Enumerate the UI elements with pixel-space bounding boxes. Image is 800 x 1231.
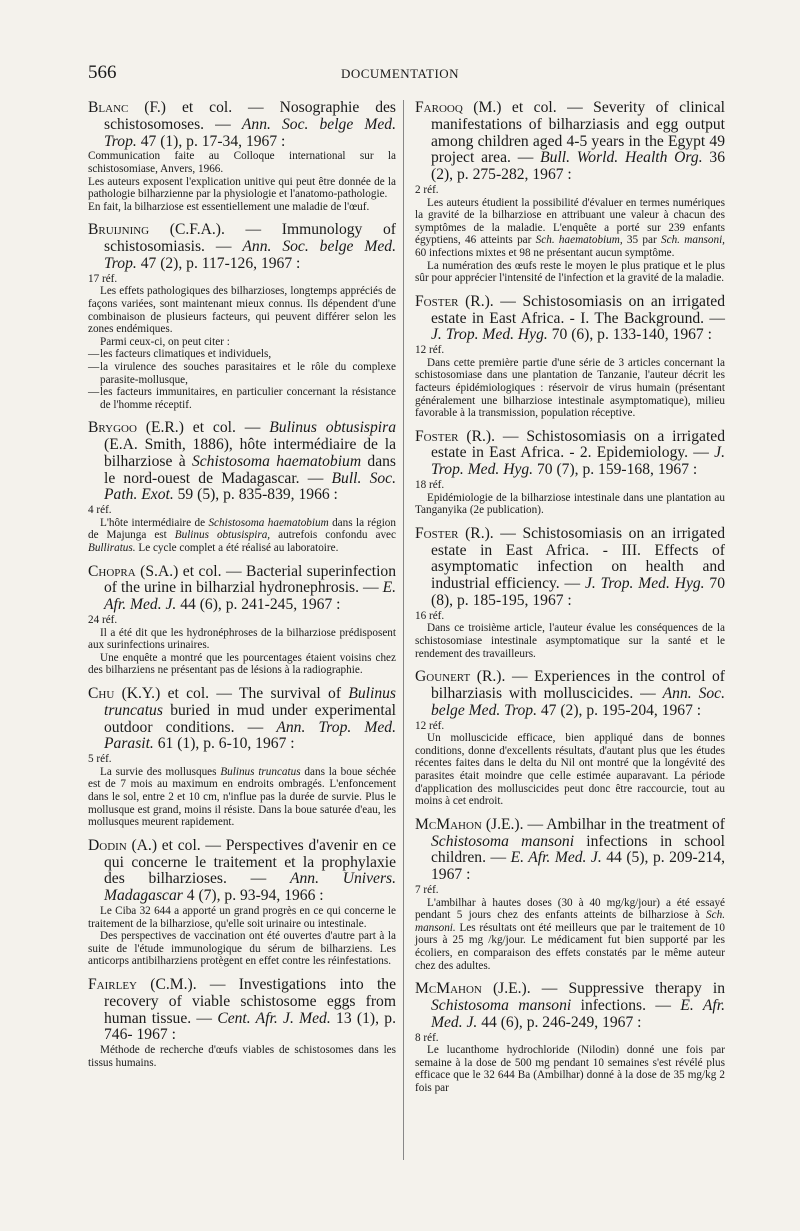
abstract-paragraph: Parmi ceux-ci, on peut citer : (100, 335, 230, 348)
entry-heading (415, 817, 725, 884)
entry-title: — Experiences in the control of bilharziasis with molluscicides. — (431, 668, 725, 703)
entry-refs: 12 réf. (415, 719, 445, 732)
entry-citation: 70 (6), p. 133-140, 1967 : (547, 326, 712, 344)
page-number: 566 (88, 62, 117, 83)
entry-journal: Ann. Soc. belge Med. Trop. (104, 238, 396, 272)
entry-journal: J. Trop. Med. Hyg. (431, 444, 725, 479)
abstract-paragraph: Le lucanthome hydrochloride (Nilodin) donné une fois par semaine à la dose de 500 mg pendant 10 semaines s'est révélé plus efficace que le 32 644 Ba (Ambilhar) donné à la dose de 35 mg/kg 2 fois par (415, 1044, 725, 1094)
abstract-paragraph: La numération des œufs reste le moyen le plus pratique et le plus sûr pour apprécier l'intensité de l'infection et la gravité de la maladie. (415, 259, 725, 285)
abstract-paragraph: Les auteurs étudient la possibilité d'évaluer en termes numériques la gravité de la bilharziose en attribuant une valeur à chacun des symptômes de la maladie. L'enquête a porté sur 239 enfants égyptiens, 46 atteints par Sch. haematobium, 35 par Sch. mansoni, 60 infections mixtes et 98 ne présentant aucun symptôme. (415, 196, 725, 259)
bibliography-entry (415, 669, 725, 808)
entry-title: et col. — The survival of (160, 685, 349, 702)
entry-abstract (415, 610, 725, 660)
abstract-paragraph: Les effets pathologiques des bilharzioses, longtemps appréciés de façons variées, sont maintenant mieux connus. Ils dépendent d'une combinaison de plusieurs facteurs, qui peuvent différer selon les zones endémiques. (88, 285, 396, 336)
entry-title-italic: Bulinus truncatus (104, 685, 396, 719)
entry-title: — Ambilhar in the treatment of (523, 815, 726, 833)
entry-title: et col. — Perspectives d'avenir en ce qui concerne le traitement et la prophylaxie des bilharzioses. — (104, 836, 396, 888)
entry-title-italic: Schistosoma mansoni (431, 832, 575, 850)
abstract-paragraph: Communication faite au Colloque international sur la schistosomiase, Anvers, 1966. (88, 150, 396, 175)
bibliography-entry (88, 420, 396, 554)
entry-abstract (88, 753, 396, 829)
bibliography-entry (88, 100, 396, 213)
abstract-paragraph: L'ambilhar à hautes doses (30 à 40 mg/kg/jour) a été essayé pendant 5 jours chez des enfants atteints de bilharziose à Sch. mansoni. Les résultats ont été meilleurs que par le traitement de 10 jours à 25 mg /kg/jour. Le médicament fut bien supporté par les écoliers, en comparaison des effets constatés par le même auteur chez des adultes. (415, 896, 725, 972)
entry-journal: J. Trop. Med. Hyg. (431, 326, 548, 344)
entry-citation: 70 (8), p. 185-195, 1967 : (431, 575, 726, 610)
entry-title-italic: Bulinus obtusispira (269, 419, 396, 437)
abstract-paragraph: Dans cette première partie d'une série de 3 articles concernant la schistosomiase dans une plantation de Tanzanie, l'auteur décrit les facteurs épidémiologiques : réservoir de virus humain (présentant généralement une bilharziose intestinale asymptomatique), milieu favorable à la transmission, population réceptive. (415, 356, 725, 420)
entry-heading (88, 686, 396, 753)
left-column (88, 100, 396, 1078)
bibliography-entry (88, 564, 396, 677)
entry-citation: 70 (7), p. 159-168, 1967 : (533, 461, 698, 479)
entry-title: (E.A. Smith, 1886), hôte intermédiaire de la bilharziose à (104, 436, 396, 470)
entry-heading (88, 100, 396, 150)
entry-heading (415, 100, 725, 184)
entry-citation: 44 (5), p. 209-214, 1967 : (431, 849, 726, 884)
abstract-paragraph: Les auteurs exposent l'explication unitive qui peut être donnée de la pathologie bilharzienne par la physiologie et l'anatomo-pathologie. (88, 175, 396, 201)
entry-abstract (88, 614, 396, 677)
entry-author: Brygoo (E.R.) (88, 419, 184, 437)
entry-citation: 59 (5), p. 835-839, 1966 : (173, 486, 338, 504)
bibliography-entry (88, 977, 396, 1069)
entry-author: Bruijning (C.F.A.). (88, 221, 225, 239)
entry-heading (415, 526, 725, 610)
entry-title-italic: Schistosoma mansoni (431, 996, 572, 1014)
entry-citation: 4 (7), p. 93-94, 1966 : (182, 887, 324, 905)
entry-citation: 36 (2), p. 275-282, 1967 : (431, 149, 725, 184)
entry-abstract (88, 504, 396, 554)
entry-refs: 2 réf. (415, 183, 439, 196)
entry-refs: 17 réf. (88, 272, 118, 285)
entry-citation: 44 (6), p. 246-249, 1967 : (477, 1013, 642, 1031)
entry-title: buried in mud under experimental outdoor conditions. — (104, 701, 396, 736)
entry-title-italic: Schistosoma haematobium (191, 452, 362, 470)
entry-abstract (415, 884, 725, 972)
entry-heading (88, 222, 396, 272)
entry-heading (415, 981, 725, 1031)
entry-abstract (88, 1044, 396, 1069)
entry-journal: J. Trop. Med. Hyg. (584, 575, 705, 593)
entry-journal: E. Afr. Med. J. (104, 579, 396, 614)
entry-author: McMahon (J.E.). (415, 815, 524, 833)
abstract-paragraph: Des perspectives de vaccination ont été ouvertes d'autre part à la suite de l'étude immunologique du sérum de bilharziens. Les anticorps antibilharziens protègent en effet contre les réinfestations. (88, 930, 396, 968)
entry-title: et col. — Bacterial superinfection of the urine in bilharzial hydronephrosis. — (104, 562, 397, 597)
entry-abstract (415, 184, 725, 285)
entry-abstract (415, 344, 725, 420)
entry-author: Foster (R.). (415, 292, 494, 310)
entry-heading (88, 420, 396, 504)
entry-citation: 44 (6), p. 241-245, 1967 : (176, 596, 341, 614)
entry-abstract (415, 720, 725, 808)
abstract-list-item: — les facteurs climatiques et individuels, (88, 348, 396, 361)
entry-abstract (88, 273, 396, 412)
bibliography-entry (415, 981, 725, 1094)
entry-author: Dodin (A.) (88, 836, 158, 854)
entry-refs: 4 réf. (88, 504, 112, 517)
entry-refs: 7 réf. (415, 883, 439, 896)
entry-author: Foster (R.). (415, 427, 495, 445)
entry-journal: Ann. Soc. belge Med. Trop. (104, 115, 396, 150)
abstract-paragraph: Méthode de recherche d'œufs viables de schistosomes dans les tissus humains. (88, 1044, 396, 1069)
abstract-list-item: — les facteurs immunitaires, en particulier concernant la résistance de l'homme réceptif. (88, 386, 396, 411)
entry-author: McMahon (J.E.). (415, 980, 531, 998)
entry-author: Chopra (S.A.) (88, 562, 179, 580)
entry-title: — Schistosomiasis on a irrigated estate in East Africa. - 2. Epidemiology. — (431, 427, 725, 462)
running-title: DOCUMENTATION (340, 66, 460, 81)
entry-citation: 13 (1), p. 746- 1967 : (104, 1009, 396, 1044)
abstract-paragraph: Il a été dit que les hydronéphroses de la bilharziose prédisposent aux surinfections urinaires. (88, 626, 396, 652)
entry-abstract (88, 150, 396, 213)
entry-title: infections. — (571, 996, 681, 1014)
entry-author: Gounert (R.). (415, 668, 506, 686)
abstract-paragraph: En fait, la bilharziose est essentiellement une maladie de l'œuf. (88, 200, 370, 213)
bibliography-entry (88, 222, 396, 411)
abstract-paragraph: L'hôte intermédiaire de Schistosoma haematobium dans la région de Majunga est Bulinus obtusispira, autrefois confondu avec Bulliratus. Le cycle complet a été réalisé au laboratoire. (88, 516, 396, 555)
entry-author: Chu (K.Y.) (88, 685, 161, 702)
entry-author: Blanc (F.) (88, 99, 166, 116)
entry-abstract (415, 479, 725, 517)
entry-heading (415, 669, 725, 719)
entry-citation: 47 (2), p. 117-126, 1967 : (136, 254, 301, 272)
abstract-list-item: — la virulence des souches parasitaires et le rôle du complexe parasite-mollusque, (88, 361, 396, 386)
entry-journal: Bull. World. Health Org. (540, 149, 703, 167)
entry-journal: Ann. Soc. belge Med. Trop. (431, 685, 725, 719)
entry-citation: 47 (1), p. 17-34, 1967 : (136, 132, 286, 150)
entry-heading (88, 838, 396, 905)
entry-title: dans le nord-ouest de Madagascar. — (104, 452, 396, 487)
abstract-paragraph: Une enquête a montré que les pourcentages étaient voisins chez des bilharziens ne présentant pas de lésions à la radiographie. (88, 651, 396, 677)
entry-citation: 47 (2), p. 195-204, 1967 : (536, 701, 702, 719)
entry-journal: Bull. Soc. Path. Exot. (104, 469, 396, 504)
entry-title: et col. — Severity of clinical manifestations of bilharziasis and egg output among children aged 4-5 years in the Egypt 49 project area. — (431, 99, 725, 167)
entry-refs: 18 réf. (415, 479, 445, 492)
entry-title: — Suppressive therapy in (530, 980, 725, 998)
entry-author: Foster (R.). (415, 524, 494, 542)
entry-journal: Ann. Univers. Madagascar (104, 870, 396, 905)
entry-heading (88, 564, 396, 614)
entry-journal: E. Afr. Med. J. (431, 996, 726, 1031)
right-column (415, 100, 725, 1103)
entry-author: Fairley (C.M.). (88, 975, 197, 993)
entry-title: et col. — (183, 419, 270, 437)
entry-refs: 12 réf. (415, 344, 445, 357)
entry-title: — Schistosomiasis on an irrigated estate in East Africa. - I. The Background. — (431, 292, 725, 327)
entry-author: Farooq (M.) (415, 99, 502, 116)
entry-heading (88, 977, 396, 1044)
bibliography-entry (415, 526, 725, 660)
entry-refs: 5 réf. (88, 753, 112, 766)
entry-title: — Investigations into the recovery of viable schistosome eggs from human tissue. — (104, 975, 397, 1027)
entry-heading (415, 294, 725, 344)
entry-title: — Schistosomiasis on an irrigated estate in East Africa. - III. Effects of asymptomatic infection on health and industrial efficiency. — (431, 524, 725, 593)
bibliography-entry (415, 294, 725, 420)
abstract-paragraph: Epidémiologie de la bilharziose intestinale dans une plantation au Tanganyika (2e publication). (415, 491, 725, 517)
bibliography-entry (88, 686, 396, 829)
entry-citation: 61 (1), p. 6-10, 1967 : (153, 735, 295, 753)
abstract-paragraph: Dans ce troisième article, l'auteur évalue les conséquences de la schistosomiase intestinale asymptomatique sur la santé et le rendement des travailleurs. (415, 622, 725, 660)
entry-refs: 8 réf. (415, 1031, 439, 1044)
entry-journal: Ann. Trop. Med. Parasit. (104, 718, 397, 753)
entry-abstract (415, 1032, 725, 1095)
entry-journal: Cent. Afr. J. Med. (217, 1009, 331, 1027)
bibliography-entry (415, 100, 725, 285)
entry-heading (415, 429, 725, 479)
entry-journal: E. Afr. Med. J. (510, 849, 602, 867)
abstract-paragraph: Un molluscicide efficace, bien appliqué dans de bonnes conditions, donne d'excellents résultats, d'autant plus que les études récentes faites dans le delta du Nil ont montré que la longévité des parasites était moindre que celle estimée auparavant. La période d'application des molluscicides peut donc être raccourcie, tout au moins à cet endroit. (415, 732, 725, 808)
bibliography-entry (88, 838, 396, 968)
entry-refs: 16 réf. (415, 609, 445, 622)
entry-title: infections in school children. — (431, 832, 725, 867)
abstract-paragraph: La survie des mollusques Bulinus truncatus dans la boue séchée est de 7 mois au maximum en endroits ombragés. L'enfoncement dans le sol, entre 2 et 10 cm, n'influe pas la durée de survie. Plus le mollusque est grand, moins il résiste. Dans la boue saturée d'eau, les mollusques meurent rapidement. (88, 765, 397, 829)
entry-title: — Immunology of schistosomiasis. — (104, 221, 396, 256)
entry-refs: 24 réf. (88, 614, 118, 627)
bibliography-entry (415, 429, 725, 517)
entry-abstract (88, 905, 396, 968)
abstract-paragraph: Le Ciba 32 644 a apporté un grand progrès en ce qui concerne le traitement de la bilharziose, qu'elle soit urinaire ou intestinale. (88, 904, 396, 930)
entry-title: et col. — Nosographie des schistosomoses. — (104, 99, 396, 133)
bibliography-entry (415, 817, 725, 972)
column-divider (403, 100, 404, 1160)
